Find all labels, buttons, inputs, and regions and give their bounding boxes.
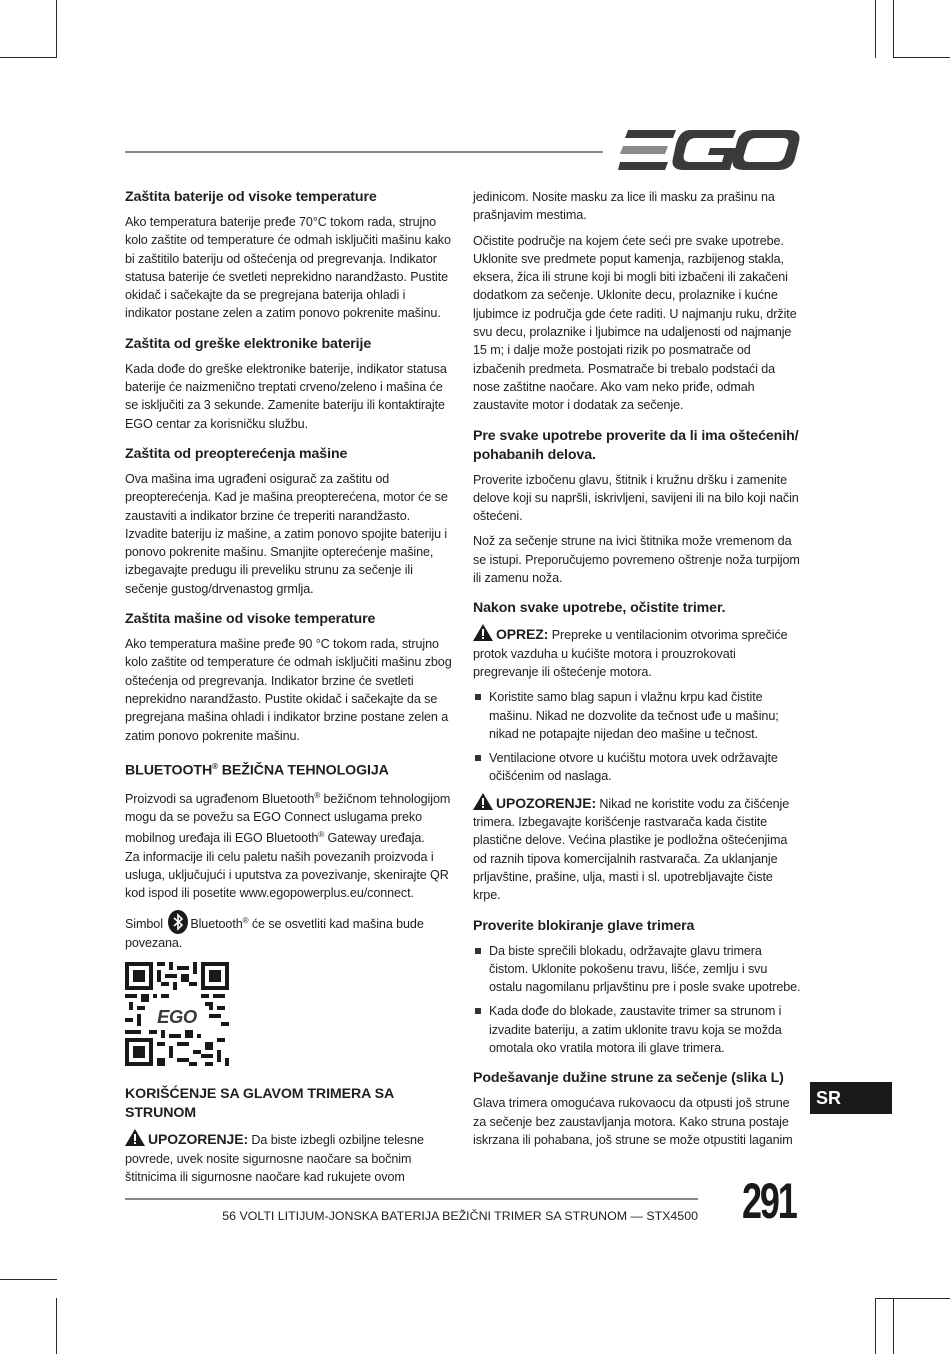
language-tab: SR bbox=[810, 1082, 892, 1114]
qr-code-image bbox=[125, 962, 229, 1066]
section-trimmer-usage bbox=[125, 1085, 455, 1186]
paragraph: Kada dođe do greške elektronike baterije, indikator statusa baterije će naizmenično treptati crveno/zeleno i mašina će se isključiti za 3 sekunde. Zamenite bateriju ili kontaktirajte EGO centar za korisničku službu. bbox=[125, 361, 447, 431]
warning-paragraph: UPOZORENJE: Nikad ne koristite vodu za čišćenje trimera. Izbegavajte korišćenje rastvarača kada čistite plastične delove. Većina plastike je podložna oštećenjima od raznih tipova komercijalnih rastvarača. Za uklanjanje prljavštine, prašine, ulja, masti i sl. upotrebljavajte čiste krpe. bbox=[473, 794, 790, 903]
section-title: BLUETOOTH® BEŽIČNA TEHNOLOGIJA bbox=[125, 761, 389, 779]
paragraph: Ako temperatura baterije pređe 70°C tokom rada, strujno kolo zaštite od temperature će odmah isključiti mašinu kako bi zaštitilo bateriju od oštećenja od pregrevanja. Indikator statusa baterije će svetleti neprekidno narandžasto. Pustite okidač i sačekajte da se pregrejana baterija ohladi i indikator postane zelen a zatim ponovo pokrenite mašinu. bbox=[125, 215, 451, 321]
section-line-length bbox=[473, 1069, 803, 1149]
warning-icon bbox=[473, 624, 493, 641]
paragraph: Proverite izbočenu glavu, štitnik i kružnu dršku i zamenite delove koji su napršli, iskrivljeni, savijeni ili na bilo koji način oštećeni. bbox=[473, 472, 799, 524]
warning-paragraph: UPOZORENJE: Da biste izbegli ozbiljne telesne povrede, uvek nosite sigurnosne naočare sa bočnim štitnicima ili sigurnosne naočare kad rukujete ovom bbox=[125, 1131, 424, 1184]
footer-text: 56 VOLTI LITIJUM-JONSKA BATERIJA BEŽIČNI TRIMER SA STRUNOM — STX4500 bbox=[222, 1209, 698, 1223]
list-item: Da biste sprečili blokadu, održavajte glavu trimera čistom. Uklonite pokošenu travu, lišće, zemlju i svu ostalu nagomilanu prljavštinu pre i posle svake upotrebe. bbox=[473, 942, 803, 997]
section-title: Podešavanje dužine strune za sečenje (slika L) bbox=[473, 1070, 784, 1087]
section-title: Pre svake upotrebe proverite da li ima oštećenih/ pohabanih delova. bbox=[473, 427, 799, 463]
section-bluetooth bbox=[125, 757, 455, 1071]
crop-mark bbox=[875, 0, 876, 58]
page-number: 291 bbox=[742, 1173, 796, 1229]
footer-rule bbox=[125, 1198, 698, 1200]
section-title: Zaštita baterije od visoke temperature bbox=[125, 189, 377, 205]
paragraph: Glava trimera omogućava rukovaocu da otpusti još strune za sečenje bez zaustavljanja motora. Kako struna postaje iskrzana ili pohabana, još strune se može otpustiti laganim bbox=[473, 1096, 793, 1147]
section-battery-temp bbox=[125, 188, 455, 323]
bullet-list bbox=[473, 942, 803, 1058]
paragraph: Ova mašina ima ugrađeni osigurač za zaštitu od preopterećenja. Kad je mašina preopterećena, motor će se zaustaviti a indikator brzine će treperiti narandžasto. Izvadite bateriju iz mašine, a zatim ponovo spojite bateriju i ponovo pokrenite mašinu. Smanjite opterećenje mašine, izbegavajte predugu ili preveliku strunu za sečenje ili sečenje gustog/drvenastog grmlja. bbox=[125, 471, 448, 596]
qr-code bbox=[125, 962, 233, 1071]
section-title: Proverite blokiranje glave trimera bbox=[473, 917, 695, 934]
paragraph: Proizvodi sa ugrađenom Bluetooth® bežičnom tehnologijom mogu da se povežu sa EGO Connect uslugama preko mobilnog uređaja ili EGO Bluetooth® Gateway uređaja. bbox=[125, 790, 451, 846]
left-column bbox=[125, 188, 455, 1198]
crop-mark bbox=[56, 1298, 57, 1354]
section-title: Zaštita mašine od visoke temperature bbox=[125, 611, 376, 628]
crop-mark bbox=[0, 1279, 57, 1280]
crop-mark bbox=[56, 0, 57, 58]
list-item: Kada dođe do blokade, zaustavite trimer sa strunom i izvadite bateriju, a zatim uklonite travu koja se možda omotala oko vratila motora ili glave trimera. bbox=[473, 1002, 803, 1057]
right-column bbox=[473, 188, 803, 1161]
crop-mark bbox=[875, 1298, 876, 1354]
section-head-blockage bbox=[473, 917, 803, 1058]
crop-mark bbox=[0, 57, 57, 58]
caution-paragraph: OPREZ: Prepreke u ventilacionim otvorima sprečiće protok vazduha u kućište motora i prouzrokovati pregrevanje ili oštećenje motora. bbox=[473, 626, 788, 679]
section-title: Zaštita od preopterećenja mašine bbox=[125, 445, 348, 462]
warning-icon bbox=[473, 793, 493, 810]
section-clean-trimmer bbox=[473, 599, 803, 904]
bluetooth-icon bbox=[168, 910, 188, 934]
section-title: Zaštita od greške elektronike baterije bbox=[125, 335, 372, 352]
section-overload bbox=[125, 445, 455, 598]
bullet-list bbox=[473, 688, 803, 785]
crop-mark bbox=[875, 1298, 950, 1299]
section-machine-temp bbox=[125, 610, 455, 745]
list-item: Ventilacione otvore u kućištu motora uvek održavajte očišćenim od naslaga. bbox=[473, 749, 803, 786]
section-title: Nakon svake upotrebe, očistite trimer. bbox=[473, 600, 726, 617]
crop-mark bbox=[893, 0, 894, 58]
section-title: KORIŠĆENJE SA GLAVOM TRIMERA SA STRUNOM bbox=[125, 1086, 394, 1122]
crop-mark bbox=[893, 57, 950, 58]
crop-mark bbox=[893, 1298, 894, 1354]
header-rule bbox=[125, 151, 603, 153]
paragraph: Ako temperatura mašine pređe 90 °C tokom rada, strujno kolo zaštite od temperature će odmah isključiti mašinu zbog oštećenja od pregrevanja. Indikator brzine će svetleti neprekidno narandžasto. Pustite okidač i sačekajte da se pregrejana mašina ohladi i indikator brzine postane zelen a zatim ponovo pokrenite mašinu. bbox=[125, 637, 452, 743]
paragraph: Nož za sečenje strune na ivici štitnika može vremenom da se istupi. Preporučujemo povremeno oštrenje noža turpijom ili zamenu noža. bbox=[473, 534, 800, 586]
qr-center-logo: EGO bbox=[157, 1006, 197, 1028]
paragraph: Simbol Bluetooth® će se osvetliti kad mašina bude povezana. bbox=[125, 910, 455, 952]
list-item: Koristite samo blag sapun i vlažnu krpu kad čistite mašinu. Nikad ne dozvolite da tečnost uđe u mašinu; nikad ne potapajte nijedan deo mašine u tečnost. bbox=[473, 688, 803, 743]
section-check-damage bbox=[473, 427, 803, 588]
ego-logo bbox=[618, 128, 800, 172]
paragraph: jedinicom. Nosite masku za lice ili masku za prašinu na prašnjavim mestima. bbox=[473, 190, 775, 223]
warning-icon bbox=[125, 1129, 145, 1146]
paragraph: Očistite područje na kojem ćete seći pre svake upotrebe. Uklonite sve predmete poput kamenja, razbijenog stakla, eksera, žica ili strune koji bi mogli biti izbačeni ili zakačeni dodatkom za sečenje. Uklonite decu, prolaznike i kućne ljubimce iz područja gde ćete raditi. U najmanju ruku, držite svu decu, prolaznike i ljubimce na udaljenosti od najmanje 15 m; i dalje može postojati rizik po posmatrače od izbačenih predmeta. Posmatrače bi trebalo podstaći da nose zaštitne naočare. Ako vam neko priđe, odmah zaustavite motor i dodatak za sečenje. bbox=[473, 233, 797, 413]
section-battery-electronics bbox=[125, 335, 455, 433]
paragraph: Za informacije ili celu paletu naših povezanih proizvoda i usluga, uključujući i uputstva za povezivanje, skenirajte QR kod ispod ili posetite www.egopowerplus.eu/connect. bbox=[125, 849, 449, 901]
